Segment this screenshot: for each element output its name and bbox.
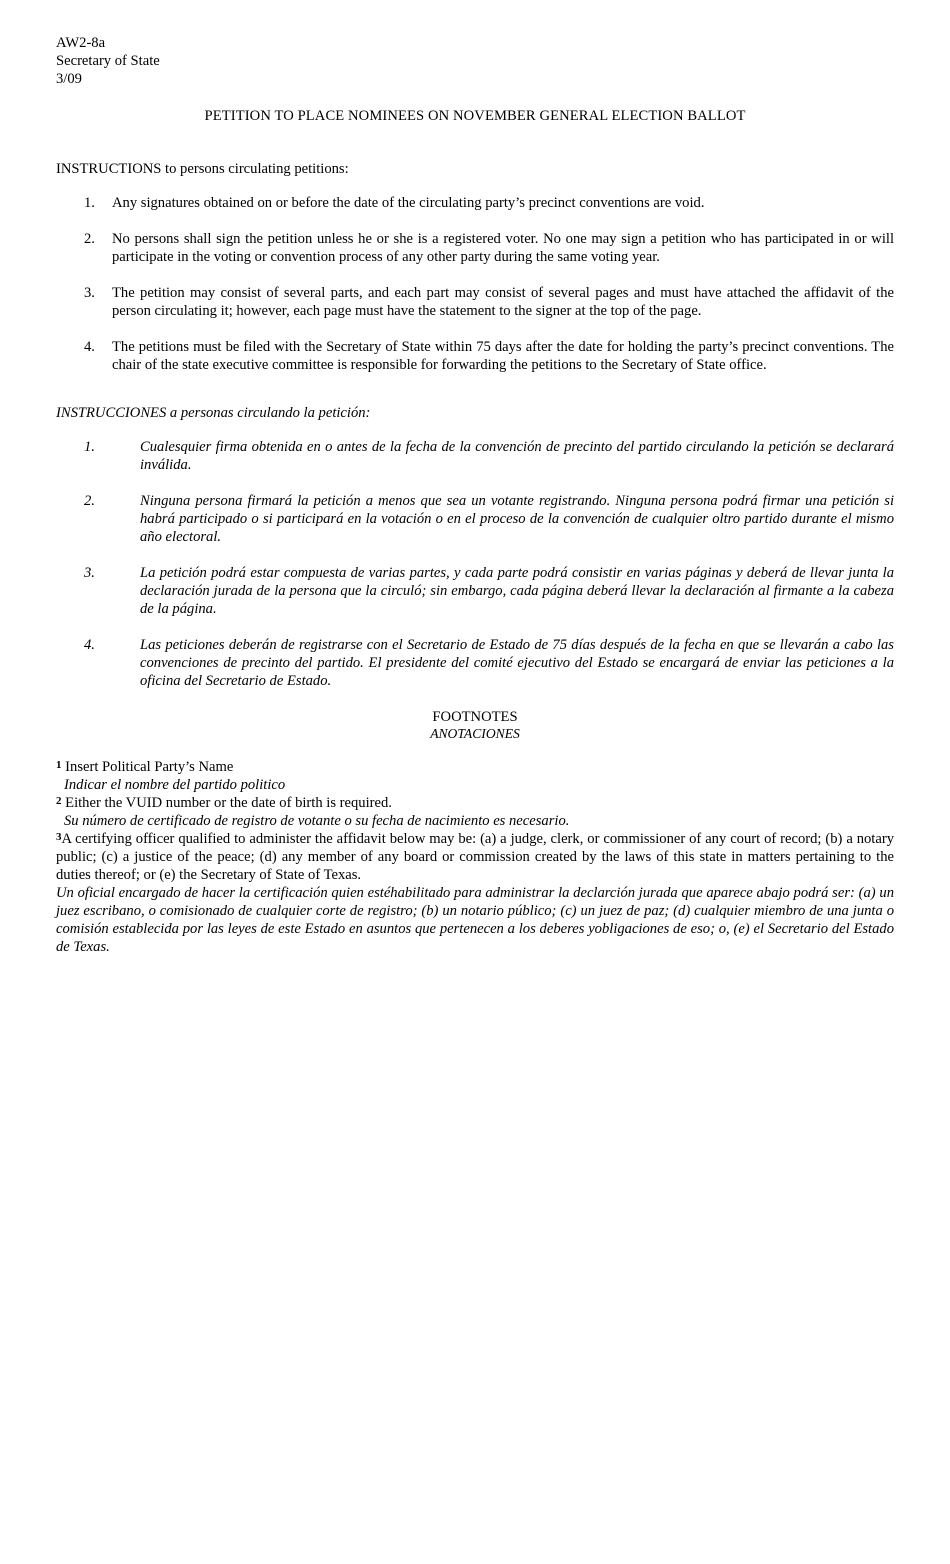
list-item <box>56 194 894 212</box>
footnote-2-es: Su número de certificado de registro de votante o su fecha de nacimiento es necesario. <box>64 813 570 829</box>
footnote-marker: 1 <box>56 759 62 771</box>
revision-date: 3/09 <box>56 71 82 87</box>
form-identifier <box>56 34 894 88</box>
list-item <box>56 492 894 546</box>
item-number: 4. <box>84 637 95 653</box>
item-number: 2. <box>84 493 95 509</box>
item-number: 1. <box>84 195 95 211</box>
instructions-list-es <box>56 438 894 690</box>
list-item <box>56 564 894 618</box>
footnote-text: Insert Political Party’s Name <box>65 759 234 775</box>
item-text: Any signatures obtained on or before the date of the circulating party’s precinct conventions are void. <box>112 195 705 211</box>
instructions-heading-es: INSTRUCCIONES a personas circulando la petición: <box>56 405 371 421</box>
footnote-text: Either the VUID number or the date of birth is required. <box>65 795 392 811</box>
footnotes-list <box>56 758 894 956</box>
item-number: 4. <box>84 339 95 355</box>
footnote-text: A certifying officer qualified to administer the affidavit below may be: (a) a judge, clerk, or commissioner of any court of record; (b) a notary public; (c) a justice of the peace; (d) any member of any board or commission created by the laws of this state in matters pertaining to the duties thereof; or (e) the Secretary of State of Texas. <box>56 831 894 883</box>
footnote-2-en <box>56 794 894 812</box>
list-item <box>56 230 894 266</box>
item-text: The petitions must be filed with the Secretary of State within 75 days after the date for holding the party’s precinct conventions. The chair of the state executive committee is responsible for forwarding the petitions to the Secretary of State office. <box>112 339 894 373</box>
item-number: 3. <box>84 565 95 581</box>
item-text: Las peticiones deberán de registrarse con el Secretario de Estado de 75 días después de la fecha en que se llevarán a cabo las convenciones de precinto del partido. El presidente del comité ejecutivo del Estado se encargará de enviar las peticiones a la oficina del Secretario de Estado. <box>140 637 894 689</box>
item-text: Ninguna persona firmará la petición a menos que sea un votante registrando. Ninguna persona podrá firmar una petición si habrá participado o si participará en la votación o en el proceso de la convención de cualquier oltro partido durante el mismo año electoral. <box>140 493 894 545</box>
item-number: 1. <box>84 439 95 455</box>
list-item <box>56 338 894 374</box>
footnote-3-es: Un oficial encargado de hacer la certificación quien estéhabilitado para administrar la declarción jurada que aparece abajo podrá ser: (a) un juez escribano, o comisionado de cualquier corte de registro; (b) un notario público; (c) un juez de paz; (d) cualquier miembro de una junta o comisión establecida por las leyes de este Estado en asuntos que pertenecen a los deberes yobligaciones de eso; o, (e) el Secretario del Estado de Texas. <box>56 885 894 955</box>
item-number: 3. <box>84 285 95 301</box>
footnotes-heading: FOOTNOTES <box>432 709 518 725</box>
footnotes-subheading: ANOTACIONES <box>430 726 520 741</box>
footnote-3-en <box>56 830 894 884</box>
list-item <box>56 636 894 690</box>
document-title: PETITION TO PLACE NOMINEES ON NOVEMBER GENERAL ELECTION BALLOT <box>204 108 746 124</box>
list-item <box>56 438 894 474</box>
footnote-1-es: Indicar el nombre del partido politico <box>64 777 286 793</box>
item-text: Cualesquier firma obtenida en o antes de la fecha de la convención de precinto del partido circulando la petición se declarará inválida. <box>140 439 894 473</box>
instructions-heading-en: INSTRUCTIONS to persons circulating petitions: <box>56 161 349 177</box>
footnote-1-en <box>56 758 894 776</box>
item-text: No persons shall sign the petition unless he or she is a registered voter. No one may sign a petition who has participated in or will participate in the voting or convention process of any other party during the same voting year. <box>112 231 894 265</box>
footnote-marker: 3 <box>56 831 62 843</box>
item-text: The petition may consist of several parts, and each part may consist of several pages and must have attached the affidavit of the person circulating it; however, each page must have the statement to the signer at the top of the page. <box>112 285 894 319</box>
item-text: La petición podrá estar compuesta de varias partes, y cada parte podrá consistir en varias páginas y deberá de llevar junta la declaración jurada de la persona que la circuló; sin embargo, cada página deberá llevar la declaración al firmante a la cabeza de la página. <box>140 565 894 617</box>
footnote-marker: 2 <box>56 795 62 807</box>
agency-name: Secretary of State <box>56 53 160 69</box>
instructions-list-en <box>56 194 894 374</box>
list-item <box>56 284 894 320</box>
form-code: AW2-8a <box>56 35 106 51</box>
item-number: 2. <box>84 231 95 247</box>
